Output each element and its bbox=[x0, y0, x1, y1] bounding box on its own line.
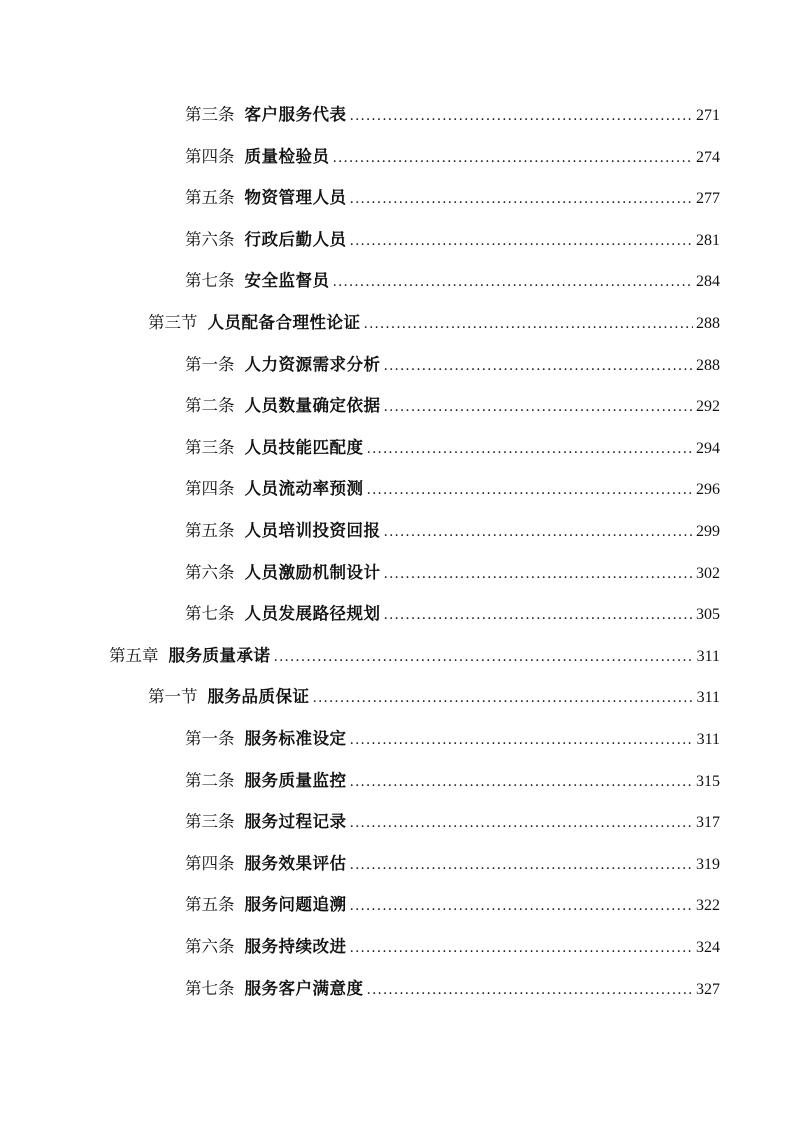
dot-leader bbox=[350, 229, 694, 253]
toc-entry[interactable] bbox=[185, 103, 720, 127]
dot-leader bbox=[367, 437, 694, 461]
toc-entry-page: 302 bbox=[696, 565, 720, 582]
toc-entry-page: 288 bbox=[696, 357, 720, 374]
toc-entry-page: 327 bbox=[696, 981, 720, 998]
toc-entry-number: 第四条 bbox=[185, 854, 235, 873]
toc-entry-page: 292 bbox=[696, 398, 720, 415]
dot-leader bbox=[333, 146, 694, 170]
toc-entry-title: 人员发展路径规划 bbox=[244, 604, 381, 623]
toc-entry-title: 安全监督员 bbox=[244, 271, 330, 290]
toc-entry-number: 第一条 bbox=[185, 729, 235, 748]
dot-leader bbox=[350, 187, 694, 211]
toc-entry-title: 质量检验员 bbox=[244, 147, 330, 166]
dot-leader bbox=[350, 811, 694, 835]
toc-entry-title: 服务品质保证 bbox=[207, 687, 310, 706]
toc-entry[interactable] bbox=[185, 893, 720, 917]
toc-entry-number: 第六条 bbox=[185, 937, 235, 956]
toc-entry-title: 人员数量确定依据 bbox=[244, 396, 381, 415]
toc-entry-number: 第七条 bbox=[185, 604, 235, 623]
toc-entry-page: 305 bbox=[696, 606, 720, 623]
dot-leader bbox=[384, 562, 694, 586]
toc-entry-number: 第四条 bbox=[185, 147, 235, 166]
toc-entry-number: 第五条 bbox=[185, 895, 235, 914]
toc-entry-title: 服务效果评估 bbox=[244, 854, 347, 873]
toc-entry-title: 人员流动率预测 bbox=[244, 479, 364, 498]
toc-entry-number: 第二条 bbox=[185, 396, 235, 415]
dot-leader bbox=[350, 770, 694, 794]
dot-leader bbox=[274, 645, 694, 669]
dot-leader bbox=[367, 978, 694, 1002]
toc-entry[interactable] bbox=[148, 311, 720, 335]
toc-entry[interactable] bbox=[185, 602, 720, 626]
toc-entry-title: 服务过程记录 bbox=[244, 812, 347, 831]
toc-entry-number: 第六条 bbox=[185, 230, 235, 249]
toc-entry[interactable] bbox=[185, 561, 720, 585]
toc-entry-title: 人员培训投资回报 bbox=[244, 521, 381, 540]
dot-leader bbox=[350, 728, 694, 752]
dot-leader bbox=[384, 395, 694, 419]
toc-entry-page: 281 bbox=[696, 232, 720, 249]
toc-entry[interactable] bbox=[185, 727, 720, 751]
toc-entry-number: 第五条 bbox=[185, 521, 235, 540]
toc-entry-page: 311 bbox=[696, 689, 720, 706]
toc-entry-title: 人员技能匹配度 bbox=[244, 438, 364, 457]
toc-entry-page: 274 bbox=[696, 149, 720, 166]
toc-entry[interactable] bbox=[109, 644, 720, 668]
toc-entry-page: 317 bbox=[696, 814, 720, 831]
toc-entry-title: 客户服务代表 bbox=[244, 105, 347, 124]
toc-entry-number: 第五条 bbox=[185, 188, 235, 207]
dot-leader bbox=[333, 270, 694, 294]
toc-entry[interactable] bbox=[185, 810, 720, 834]
dot-leader bbox=[384, 520, 694, 544]
dot-leader bbox=[367, 478, 694, 502]
toc-entry-number: 第七条 bbox=[185, 271, 235, 290]
toc-entry-number: 第四条 bbox=[185, 479, 235, 498]
toc-entry-title: 人员配备合理性论证 bbox=[207, 313, 361, 332]
toc-entry-page: 315 bbox=[696, 773, 720, 790]
toc-entry-page: 311 bbox=[696, 731, 720, 748]
toc-entry-number: 第三节 bbox=[148, 313, 198, 332]
dot-leader bbox=[350, 894, 694, 918]
toc-entry-page: 324 bbox=[696, 939, 720, 956]
dot-leader bbox=[384, 603, 694, 627]
toc-entry[interactable] bbox=[185, 353, 720, 377]
toc-entry[interactable] bbox=[185, 269, 720, 293]
toc-entry-page: 284 bbox=[696, 273, 720, 290]
toc-entry-title: 人员激励机制设计 bbox=[244, 563, 381, 582]
toc-entry[interactable] bbox=[185, 769, 720, 793]
toc-entry-number: 第六条 bbox=[185, 563, 235, 582]
toc-entry[interactable] bbox=[185, 145, 720, 169]
toc-entry[interactable] bbox=[185, 394, 720, 418]
toc-entry[interactable] bbox=[185, 186, 720, 210]
dot-leader bbox=[350, 104, 694, 128]
toc-entry-title: 服务标准设定 bbox=[244, 729, 347, 748]
toc-entry[interactable] bbox=[185, 477, 720, 501]
toc-entry-title: 行政后勤人员 bbox=[244, 230, 347, 249]
toc-entry-number: 第五章 bbox=[109, 646, 159, 665]
toc-entry-page: 271 bbox=[696, 107, 720, 124]
toc-entry[interactable] bbox=[185, 852, 720, 876]
toc-entry[interactable] bbox=[185, 935, 720, 959]
toc-entry-page: 296 bbox=[696, 481, 720, 498]
toc-entry-number: 第二条 bbox=[185, 771, 235, 790]
toc-entry-page: 277 bbox=[696, 190, 720, 207]
toc-entry-number: 第七条 bbox=[185, 979, 235, 998]
toc-entry[interactable] bbox=[185, 977, 720, 1001]
toc-entry-number: 第三条 bbox=[185, 105, 235, 124]
dot-leader bbox=[350, 936, 694, 960]
toc-entry-title: 服务质量承诺 bbox=[168, 646, 271, 665]
toc-entry-title: 物资管理人员 bbox=[244, 188, 347, 207]
dot-leader bbox=[350, 853, 694, 877]
toc-entry[interactable] bbox=[185, 436, 720, 460]
toc-entry-number: 第一条 bbox=[185, 355, 235, 374]
toc-entry-page: 311 bbox=[696, 648, 720, 665]
toc-entry-page: 294 bbox=[696, 440, 720, 457]
toc-entry-number: 第三条 bbox=[185, 812, 235, 831]
toc-entry[interactable] bbox=[185, 519, 720, 543]
toc-entry-page: 322 bbox=[696, 897, 720, 914]
toc-entry-page: 319 bbox=[696, 856, 720, 873]
dot-leader bbox=[313, 686, 694, 710]
toc-entry-page: 299 bbox=[696, 523, 720, 540]
toc-entry-number: 第一节 bbox=[148, 687, 198, 706]
dot-leader bbox=[384, 354, 694, 378]
toc-entry-page: 288 bbox=[696, 315, 720, 332]
toc-entry-title: 服务持续改进 bbox=[244, 937, 347, 956]
toc-entry-number: 第三条 bbox=[185, 438, 235, 457]
toc-entry[interactable] bbox=[185, 228, 720, 252]
toc-entry[interactable] bbox=[148, 685, 720, 709]
toc-entry-title: 人力资源需求分析 bbox=[244, 355, 381, 374]
toc-entry-title: 服务客户满意度 bbox=[244, 979, 364, 998]
dot-leader bbox=[364, 312, 694, 336]
toc-entry-title: 服务质量监控 bbox=[244, 771, 347, 790]
toc-entry-title: 服务问题追溯 bbox=[244, 895, 347, 914]
